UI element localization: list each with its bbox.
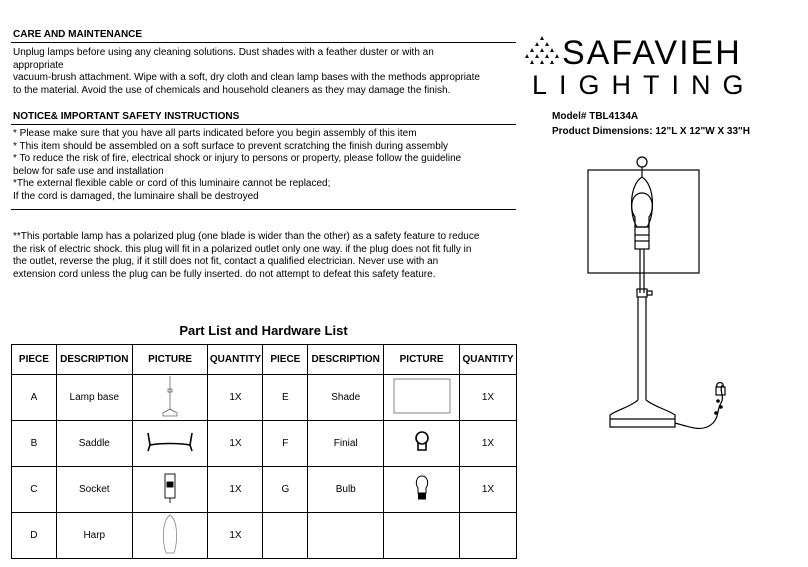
- care-line: to the material. Avoid the use of chemicals and household cleaners as they may damage the finish.: [13, 84, 451, 96]
- care-text: [13, 47, 518, 97]
- divider: [11, 42, 516, 43]
- piece-cell: B: [12, 421, 57, 467]
- piece-cell: A: [12, 375, 57, 421]
- description-cell: Saddle: [56, 421, 132, 467]
- lamp-drawing-icon: [585, 155, 755, 440]
- description-cell: Shade: [308, 375, 384, 421]
- picture-cell: [132, 513, 208, 559]
- parts-table: [11, 344, 517, 559]
- header-cell: QUANTITY: [208, 345, 263, 375]
- description-cell: Bulb: [308, 467, 384, 513]
- parts-table-title: Part List and Hardware List: [179, 323, 348, 338]
- table-row: [12, 375, 517, 421]
- header-cell: PIECE: [263, 345, 308, 375]
- safety-line: * Please make sure that you have all parts indicated before you begin assembly of this item: [13, 128, 417, 139]
- harp-icon: [158, 513, 182, 555]
- description-cell: Lamp base: [56, 375, 132, 421]
- table-header-row: [12, 345, 517, 375]
- quantity-cell: [460, 513, 517, 559]
- lamp-base-icon: [160, 375, 180, 417]
- quantity-cell: 1X: [460, 375, 517, 421]
- safety-line: * To reduce the risk of fire, electrical shock or injury to persons or property, please follow the guideline: [13, 153, 462, 165]
- picture-cell: [384, 421, 460, 467]
- description-cell: Finial: [308, 421, 384, 467]
- plug-line: the risk of electric shock. this plug will fit in a polarized outlet only one way. if the plug does not fit fully in: [13, 243, 472, 255]
- piece-cell: G: [263, 467, 308, 513]
- header-cell: QUANTITY: [460, 345, 517, 375]
- saddle-icon: [144, 429, 196, 455]
- picture-cell: [384, 375, 460, 421]
- picture-cell: [132, 375, 208, 421]
- safety-line: * This item should be assembled on a soft surface to prevent scratching the finish during assembly: [13, 140, 449, 152]
- plug-line: extension cord unless the plug can be fully inserted. do not attempt to defeat this safety feature.: [13, 268, 436, 280]
- plug-line: the outlet, reverse the plug, if it still does not fit, contact a qualified electrician. Never use with an: [13, 256, 439, 268]
- piece-cell: F: [263, 421, 308, 467]
- plug-line: **This portable lamp has a polarized plug (one blade is wider than the other) as a safety feature to reduce: [13, 231, 480, 242]
- header-cell: PICTURE: [384, 345, 460, 375]
- chandelier-logo-icon: [524, 36, 560, 66]
- picture-cell: [132, 467, 208, 513]
- care-line: appropriate: [13, 59, 64, 71]
- safety-line: If the cord is damaged, the luminaire shall be destroyed: [13, 190, 259, 202]
- piece-cell: E: [263, 375, 308, 421]
- description-cell: [308, 513, 384, 559]
- safety-text: [13, 128, 518, 204]
- product-dimensions: Product Dimensions: 12"L X 12"W X 33"H: [552, 126, 750, 137]
- divider: [11, 209, 516, 210]
- logo-lighting: LIGHTING: [532, 70, 756, 100]
- safety-line: *The external flexible cable or cord of this luminaire cannot be replaced;: [13, 178, 331, 190]
- care-heading: CARE AND MAINTENANCE: [13, 29, 143, 40]
- header-cell: PIECE: [12, 345, 57, 375]
- bulb-icon: [413, 474, 431, 502]
- quantity-cell: 1X: [208, 421, 263, 467]
- quantity-cell: 1X: [208, 375, 263, 421]
- description-cell: Harp: [56, 513, 132, 559]
- quantity-cell: 1X: [460, 467, 517, 513]
- quantity-cell: 1X: [208, 467, 263, 513]
- header-cell: DESCRIPTION: [308, 345, 384, 375]
- table-row: [12, 513, 517, 559]
- picture-cell: [384, 467, 460, 513]
- model-number: Model# TBL4134A: [552, 111, 639, 122]
- plug-notice: [13, 231, 518, 281]
- quantity-cell: 1X: [460, 421, 517, 467]
- piece-cell: C: [12, 467, 57, 513]
- socket-icon: [162, 472, 178, 504]
- picture-cell: [384, 513, 460, 559]
- shade-icon: [392, 376, 452, 416]
- quantity-cell: 1X: [208, 513, 263, 559]
- divider: [11, 124, 516, 125]
- table-row: [12, 421, 517, 467]
- finial-icon: [413, 430, 431, 454]
- care-line: Unplug lamps before using any cleaning solutions. Dust shades with a feather duster or with an: [13, 47, 434, 58]
- picture-cell: [132, 421, 208, 467]
- piece-cell: [263, 513, 308, 559]
- table-row: [12, 467, 517, 513]
- description-cell: Socket: [56, 467, 132, 513]
- care-line: vacuum-brush attachment. Wipe with a soft, dry cloth and clean lamp bases with the methods appropriate: [13, 72, 480, 84]
- header-cell: DESCRIPTION: [56, 345, 132, 375]
- logo-safavieh: SAFAVIEH: [562, 34, 742, 72]
- safety-line: below for safe use and installation: [13, 165, 164, 177]
- safety-heading: NOTICE& IMPORTANT SAFETY INSTRUCTIONS: [13, 111, 240, 122]
- piece-cell: D: [12, 513, 57, 559]
- header-cell: PICTURE: [132, 345, 208, 375]
